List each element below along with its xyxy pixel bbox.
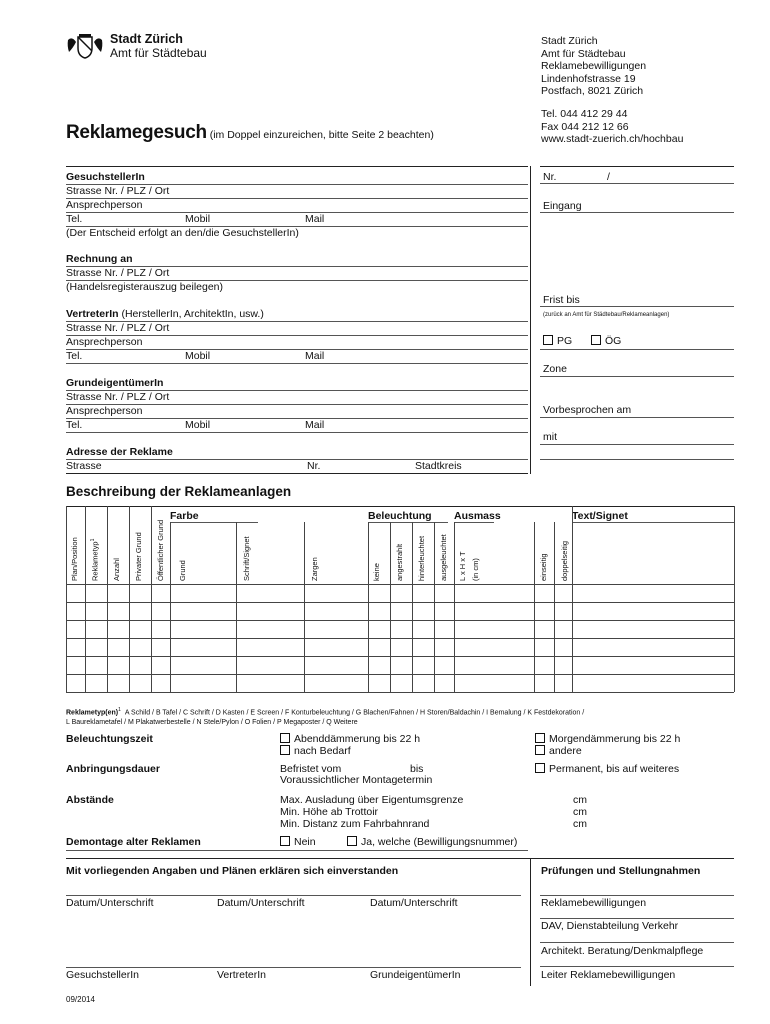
leiter-signature[interactable]: Leiter Reklamebewilligungen (541, 969, 676, 981)
title-text: Reklamegesuch (66, 122, 207, 143)
applicant-tel-field[interactable]: Tel. (66, 213, 83, 225)
page-title (66, 122, 434, 144)
col-reklametyp (90, 539, 100, 581)
permanent-checkbox[interactable] (535, 763, 679, 775)
abend-checkbox-box[interactable] (280, 733, 290, 743)
applicant-heading: GesuchstellerIn (66, 171, 145, 183)
office-vorbesprochen-field[interactable]: Vorbesprochen am (543, 404, 632, 416)
andere-checkbox-box[interactable] (535, 745, 545, 755)
description-heading: Beschreibung der Reklameanlagen (66, 484, 292, 499)
logo-dept: Amt für Städtebau (110, 46, 207, 60)
bedarf-checkbox-box[interactable] (280, 745, 290, 755)
ad-district-field[interactable]: Stadtkreis (415, 460, 462, 472)
permanent-label: Permanent, bis auf weiteres (549, 763, 680, 775)
table-row[interactable] (66, 639, 734, 656)
group-farbe: Farbe (170, 510, 199, 522)
table-row-line (66, 692, 734, 693)
og-label: ÖG (605, 335, 622, 347)
city-logo (66, 34, 104, 60)
owner-contact-field[interactable]: Ansprechperson (66, 405, 143, 417)
andere-label: andere (549, 745, 582, 757)
legend-sup: 1 (118, 707, 121, 713)
col-reklametyp-text: Reklametyp (90, 541, 100, 581)
address-line: Postfach, 8021 Zürich (541, 85, 644, 97)
office-contact (541, 108, 683, 146)
office-pg-checkbox[interactable] (543, 335, 572, 347)
eigentuemer-signature[interactable]: Datum/Unterschrift (370, 897, 458, 909)
col-hinterleuchtet: hinterleuchtet (417, 535, 426, 581)
representative-mail-field[interactable]: Mail (305, 350, 325, 362)
nein-checkbox[interactable] (280, 836, 316, 848)
pruefung-dav-field[interactable]: DAV, Dienstabteilung Verkehr (541, 920, 679, 932)
legend-line-2: L Baureklametafel / M Plakatwerbestelle / N Stele/Pylon / O Folien / P Megaposter / Q Weitere (66, 719, 358, 727)
col-oeffentlicher-grund: Öffentlicher Grund (156, 519, 165, 581)
zurich-crest-icon (66, 34, 104, 60)
representative-contact-field[interactable]: Ansprechperson (66, 336, 143, 348)
declaration-text: Mit vorliegenden Angaben und Plänen erklären sich einverstanden (66, 865, 399, 877)
address-line: Lindenhofstrasse 19 (541, 72, 636, 85)
office-frist-note: (zurück an Amt für Städtebau/Reklameanlagen) (543, 312, 670, 318)
address-line: Amt für Städtebau (541, 47, 626, 60)
description-table (66, 506, 734, 696)
table-row[interactable] (66, 657, 734, 674)
owner-heading: GrundeigentümerIn (66, 377, 164, 389)
table-row[interactable] (66, 621, 734, 638)
office-nr-field[interactable]: Nr. (543, 171, 557, 183)
morgen-checkbox[interactable] (535, 733, 680, 745)
nein-checkbox-box[interactable] (280, 836, 290, 846)
befristet-field[interactable]: Befristet vom (280, 763, 342, 775)
pruefung-architekt-field[interactable]: Architekt. Beratung/Denkmalpflege (541, 945, 704, 957)
ad-nr-field[interactable]: Nr. (307, 460, 321, 472)
bedarf-label: nach Bedarf (294, 745, 351, 757)
owner-mobil-field[interactable]: Mobil (185, 419, 211, 431)
abstaende-label: Abstände (66, 794, 114, 806)
andere-checkbox[interactable] (535, 745, 582, 757)
ausladung-unit: cm (573, 794, 587, 806)
address-line: Reklamebewilligungen (541, 60, 647, 72)
anbringungsdauer-label: Anbringungsdauer (66, 763, 160, 775)
col-ausgeleuchtet: ausgeleuchtet (439, 534, 448, 581)
contact-line: Tel. 044 412 29 44 (541, 108, 628, 120)
ad-address-heading: Adresse der Reklame (66, 446, 173, 458)
contact-line[interactable]: www.stadt-zuerich.ch/hochbau (541, 133, 684, 145)
col-schrift-signet: Schrift/Signet (242, 536, 251, 581)
demontage-label: Demontage alter Reklamen (66, 836, 201, 848)
office-frist-field[interactable]: Frist bis (543, 294, 580, 306)
address-line: Stadt Zürich (541, 35, 598, 47)
col-zargen: Zargen (310, 557, 319, 581)
hoehe-unit: cm (573, 806, 587, 818)
pruefungen-heading: Prüfungen und Stellungnahmen (541, 865, 701, 877)
pruefung-rb-field[interactable]: Reklamebewilligungen (541, 897, 647, 909)
og-checkbox-box[interactable] (591, 335, 601, 345)
applicant-mobil-field[interactable]: Mobil (185, 213, 211, 225)
table-row[interactable] (66, 675, 734, 692)
office-address (541, 35, 646, 98)
ad-street-field[interactable]: Strasse (66, 460, 102, 472)
group-text-signet: Text/Signet (572, 510, 628, 522)
invoice-heading: Rechnung an (66, 253, 133, 265)
morgen-checkbox-box[interactable] (535, 733, 545, 743)
form-date: 09/2014 (66, 995, 95, 1004)
invoice-note: (Handelsregisterauszug beilegen) (66, 281, 224, 293)
title-note: (im Doppel einzureichen, bitte Seite 2 beachten) (209, 129, 434, 141)
abend-checkbox[interactable] (280, 733, 420, 745)
hoehe-field[interactable]: Min. Höhe ab Trottoir (280, 806, 379, 818)
applicant-contact-field[interactable]: Ansprechperson (66, 199, 143, 211)
morgen-label: Morgendämmerung bis 22 h (549, 733, 681, 745)
abend-label: Abenddämmerung bis 22 h (294, 733, 421, 745)
representative-heading (66, 308, 264, 320)
gesuchsteller-label: GesuchstellerIn (66, 969, 139, 981)
representative-heading-text: VertreterIn (66, 308, 119, 320)
vertreter-signature[interactable]: Datum/Unterschrift (217, 897, 305, 909)
vertreter-label: VertreterIn (217, 969, 267, 981)
permanent-checkbox-box[interactable] (535, 763, 545, 773)
nein-label: Nein (294, 836, 316, 848)
owner-street-field[interactable]: Strasse Nr. / PLZ / Ort (66, 391, 170, 403)
col-grund: Grund (178, 560, 187, 581)
office-mit-field[interactable]: mit (543, 431, 557, 443)
office-og-checkbox[interactable] (591, 335, 621, 347)
legend-line-1: A Schild / B Tafel / C Schrift / D Kasten / E Screen / F Konturbeleuchtung / G Blachen/Fahnen / H Storen/Baldachin / I Bemalung / K Festdekoration / (124, 709, 585, 717)
distanz-unit: cm (573, 818, 587, 830)
owner-mail-field[interactable]: Mail (305, 419, 325, 431)
legend-label: Reklametyp(en) (66, 709, 119, 717)
gesuchsteller-signature[interactable]: Datum/Unterschrift (66, 897, 154, 909)
ja-label: Ja, welche (Bewilligungsnummer) (361, 836, 518, 848)
col-lxhxt: L x H x T (458, 551, 467, 581)
applicant-mail-field[interactable]: Mail (305, 213, 325, 225)
applicant-street-field[interactable]: Strasse Nr. / PLZ / Ort (66, 185, 170, 197)
office-eingang-field[interactable]: Eingang (543, 200, 582, 212)
col-privater-grund: Privater Grund (134, 532, 143, 581)
montage-field[interactable]: Voraussichtlicher Montagetermin (280, 774, 433, 786)
ja-checkbox-box[interactable] (347, 836, 357, 846)
col-keine: keine (372, 563, 381, 581)
representative-street-field[interactable]: Strasse Nr. / PLZ / Ort (66, 322, 170, 334)
applicant-note: (Der Entscheid erfolgt an den/die GesuchstellerIn) (66, 227, 299, 239)
contact-line: Fax 044 212 12 66 (541, 120, 629, 133)
representative-heading-note: (HerstellerIn, ArchitektIn, usw.) (121, 308, 264, 320)
col-angestrahlt: angestrahlt (395, 543, 404, 581)
col-einseitig: einseitig (539, 553, 548, 581)
col-doppelseitig: doppelseitig (560, 540, 569, 581)
ausladung-field[interactable]: Max. Ausladung über Eigentumsgrenze (280, 794, 464, 806)
bedarf-checkbox[interactable] (280, 745, 351, 757)
group-beleuchtung: Beleuchtung (368, 510, 432, 522)
befristet-bis-field[interactable]: bis (410, 763, 424, 775)
ja-checkbox[interactable] (347, 836, 517, 848)
table-column-line (734, 506, 735, 692)
logo-city: Stadt Zürich (110, 32, 183, 46)
representative-mobil-field[interactable]: Mobil (185, 350, 211, 362)
office-zone-field[interactable]: Zone (543, 363, 567, 375)
invoice-street-field[interactable]: Strasse Nr. / PLZ / Ort (66, 267, 170, 279)
pg-checkbox-box[interactable] (543, 335, 553, 345)
office-nr-slash: / (607, 171, 610, 183)
table-row[interactable] (66, 585, 734, 602)
group-ausmass: Ausmass (454, 510, 501, 522)
col-in-cm: (in cm) (471, 558, 480, 581)
owner-tel-field[interactable]: Tel. (66, 419, 83, 431)
col-reklametyp-sup: 1 (90, 538, 96, 542)
beleuchtungszeit-label: Beleuchtungszeit (66, 733, 153, 745)
distanz-field[interactable]: Min. Distanz zum Fahrbahnrand (280, 818, 430, 830)
col-anzahl: Anzahl (112, 558, 121, 581)
reklametyp-legend (66, 705, 584, 728)
table-row[interactable] (66, 603, 734, 620)
representative-tel-field[interactable]: Tel. (66, 350, 83, 362)
eigentuemer-label: GrundeigentümerIn (370, 969, 461, 981)
pg-label: PG (557, 335, 573, 347)
col-plan-position: Plan/Position (70, 537, 79, 581)
